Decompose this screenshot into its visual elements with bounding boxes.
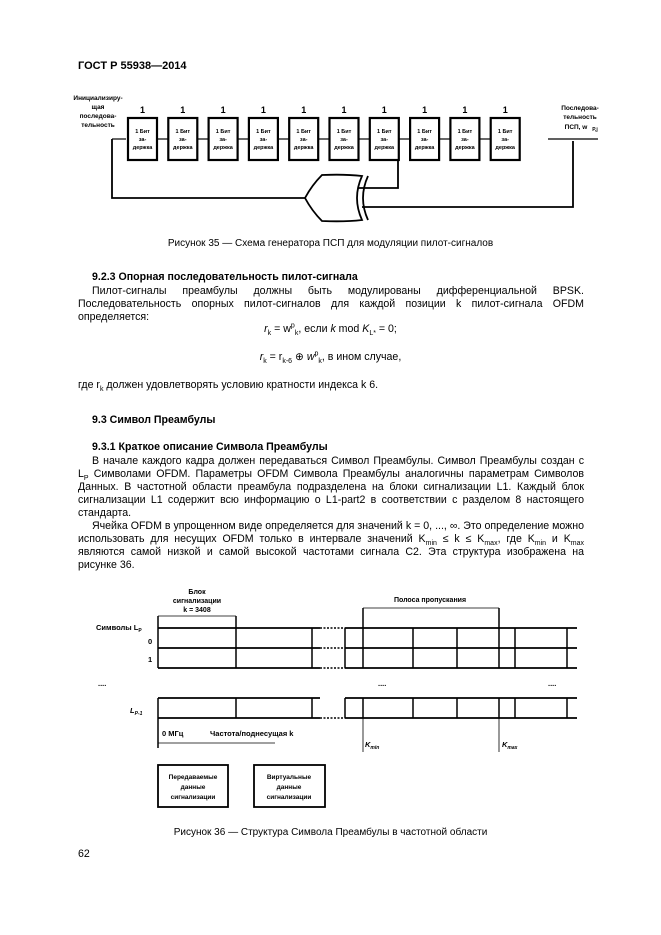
formula: $r_k = r_{k-6}$ ⊕ $w^p_k$, в ином случае, [259, 350, 402, 366]
box-label: держка [213, 145, 233, 151]
dots: .... [548, 679, 557, 688]
section-9-3-1-body [78, 455, 584, 572]
legend-text: данные [180, 784, 206, 791]
box-label: держка [495, 145, 515, 151]
block-label: Блок [188, 589, 206, 596]
box-value: 1 [381, 105, 387, 115]
passband-label: Полоса пропускания [393, 597, 467, 604]
frequency-label: Частота/поднесущая k [210, 729, 294, 738]
kmax-label: $K_{max}$ [502, 740, 518, 751]
box-value: 1 [301, 105, 307, 115]
paragraph: Пилот-сигналы преамбулы должны быть модулированы дифференциальной BPSK. Последовательность опорных пилот-сигналов для каждой позиции k пилот-сигнала OFDM определяется: [78, 285, 584, 323]
box-label: держка [455, 145, 475, 151]
output-label: ПСП, w [564, 124, 588, 131]
block-label: k = 3408 [183, 607, 211, 614]
section-heading: 9.3 Символ Преамбулы [92, 414, 216, 426]
box-label: 1 Бит [376, 129, 392, 135]
box-label: за- [380, 137, 389, 143]
paragraph: В начале каждого кадра должен передаваться Символ Преамбулы. Символ Преамбулы создан с $L_P$ Символами OFDM. Параметры OFDM Символа Преамбулы аналогичны параметрам Символов Данных. В частотной области преамбула подразделена на блоки сигнализации L1. Каждый блок сигнализации L1 содержит всю информацию о L1-part2 в соответствии с разделом 8 настоящего стандарта. [78, 455, 584, 519]
box-label: за- [420, 137, 429, 143]
box-value: 1 [139, 105, 146, 115]
box-label: держка [414, 145, 435, 151]
dots: .... [98, 679, 107, 688]
input-label: Инициализиру- [73, 95, 123, 102]
prbs-generator-diagram [0, 88, 661, 233]
legend-text: сигнализации [266, 794, 312, 801]
output-sub: P,j [592, 127, 598, 133]
preamble-structure-diagram [0, 582, 661, 817]
paragraph: где $r_k$ должен удовлетворять условию кратности индекса k 6. [78, 379, 379, 394]
legend-text: сигнализации [170, 794, 216, 801]
zero-mhz-label: 0 МГц [162, 729, 184, 738]
block-label: сигнализации [172, 598, 222, 605]
box-label: держка [334, 145, 354, 151]
section-heading: 9.3.1 Краткое описание Символа Преамбулы [92, 441, 328, 453]
box-label: 1 Бит [135, 129, 150, 135]
box-label: за- [340, 137, 348, 143]
symbols-label: Символы $L_P$ [96, 623, 142, 634]
box-label: за- [219, 137, 227, 143]
input-label: щая [91, 104, 105, 111]
box-label: 1 Бит [497, 129, 513, 135]
formula: $r_k = w^p_k$, если k mod $K_{L*} = 0$; [264, 322, 397, 338]
box-value: 1 [260, 105, 266, 115]
box-label: за- [461, 137, 469, 143]
legend-text: данные [276, 784, 302, 791]
box-label: 1 Бит [336, 129, 352, 135]
legend-text: Виртуальные [266, 774, 312, 781]
box-label: 1 Бит [256, 129, 271, 135]
legend-text: Передаваемые [168, 774, 218, 781]
output-label: тельность [563, 114, 597, 121]
box-label: держка [293, 145, 314, 151]
box-label: за- [179, 137, 187, 143]
tap-line [357, 160, 398, 188]
box-value: 1 [462, 105, 468, 115]
box-label: держка [173, 145, 193, 151]
box-label: за- [138, 137, 147, 143]
box-label: 1 Бит [175, 129, 191, 135]
box-label: за- [259, 137, 268, 143]
box-label: 1 Бит [296, 129, 312, 135]
box-label: 1 Бит [215, 129, 231, 135]
kmin-label: $K_{min}$ [365, 740, 380, 751]
figure-36-caption: Рисунок 36 — Структура Символа Преамбулы в частотной области [173, 827, 488, 838]
box-value: 1 [180, 105, 186, 115]
box-value: 1 [502, 105, 508, 115]
box-value: 1 [341, 105, 347, 115]
box-label: за- [501, 137, 509, 143]
last-row-label: $L_{P-1}$ [130, 706, 143, 717]
document-header: ГОСТ Р 55938—2014 [78, 60, 187, 72]
box-label: держка [374, 145, 395, 151]
box-label: держка [132, 145, 153, 151]
figure-35-caption: Рисунок 35 — Схема генератора ПСП для модуляции пилот-сигналов [167, 238, 494, 249]
box-value: 1 [422, 105, 428, 115]
box-label: держка [253, 145, 274, 151]
dots: .... [378, 679, 387, 688]
input-label: тельность [81, 122, 115, 129]
page-number: 62 [78, 848, 90, 860]
xor-gate-icon [305, 175, 362, 222]
box-value: 1 [220, 105, 226, 115]
input-label: последова- [79, 113, 117, 120]
box-label: 1 Бит [457, 129, 473, 135]
output-label: Последова- [561, 105, 599, 112]
section-heading: 9.2.3 Опорная последовательность пилот-сигнала [92, 271, 358, 283]
row-label: 0 [148, 637, 153, 646]
paragraph: Ячейка OFDM в упрощенном виде определяется для значений k = 0, ..., ∞. Это определение можно использовать для несущих OFDM только в интервале значений $K_{min} \le k \le K_{max}$, где $K_{min}$ и $K_{max}$ являются самой низкой и самой высокой частотами сигнала C2. Эта структура изображена на рисунке 36. [78, 520, 585, 571]
box-label: 1 Бит [417, 129, 432, 135]
row-label: 1 [148, 655, 153, 664]
box-label: за- [299, 137, 308, 143]
